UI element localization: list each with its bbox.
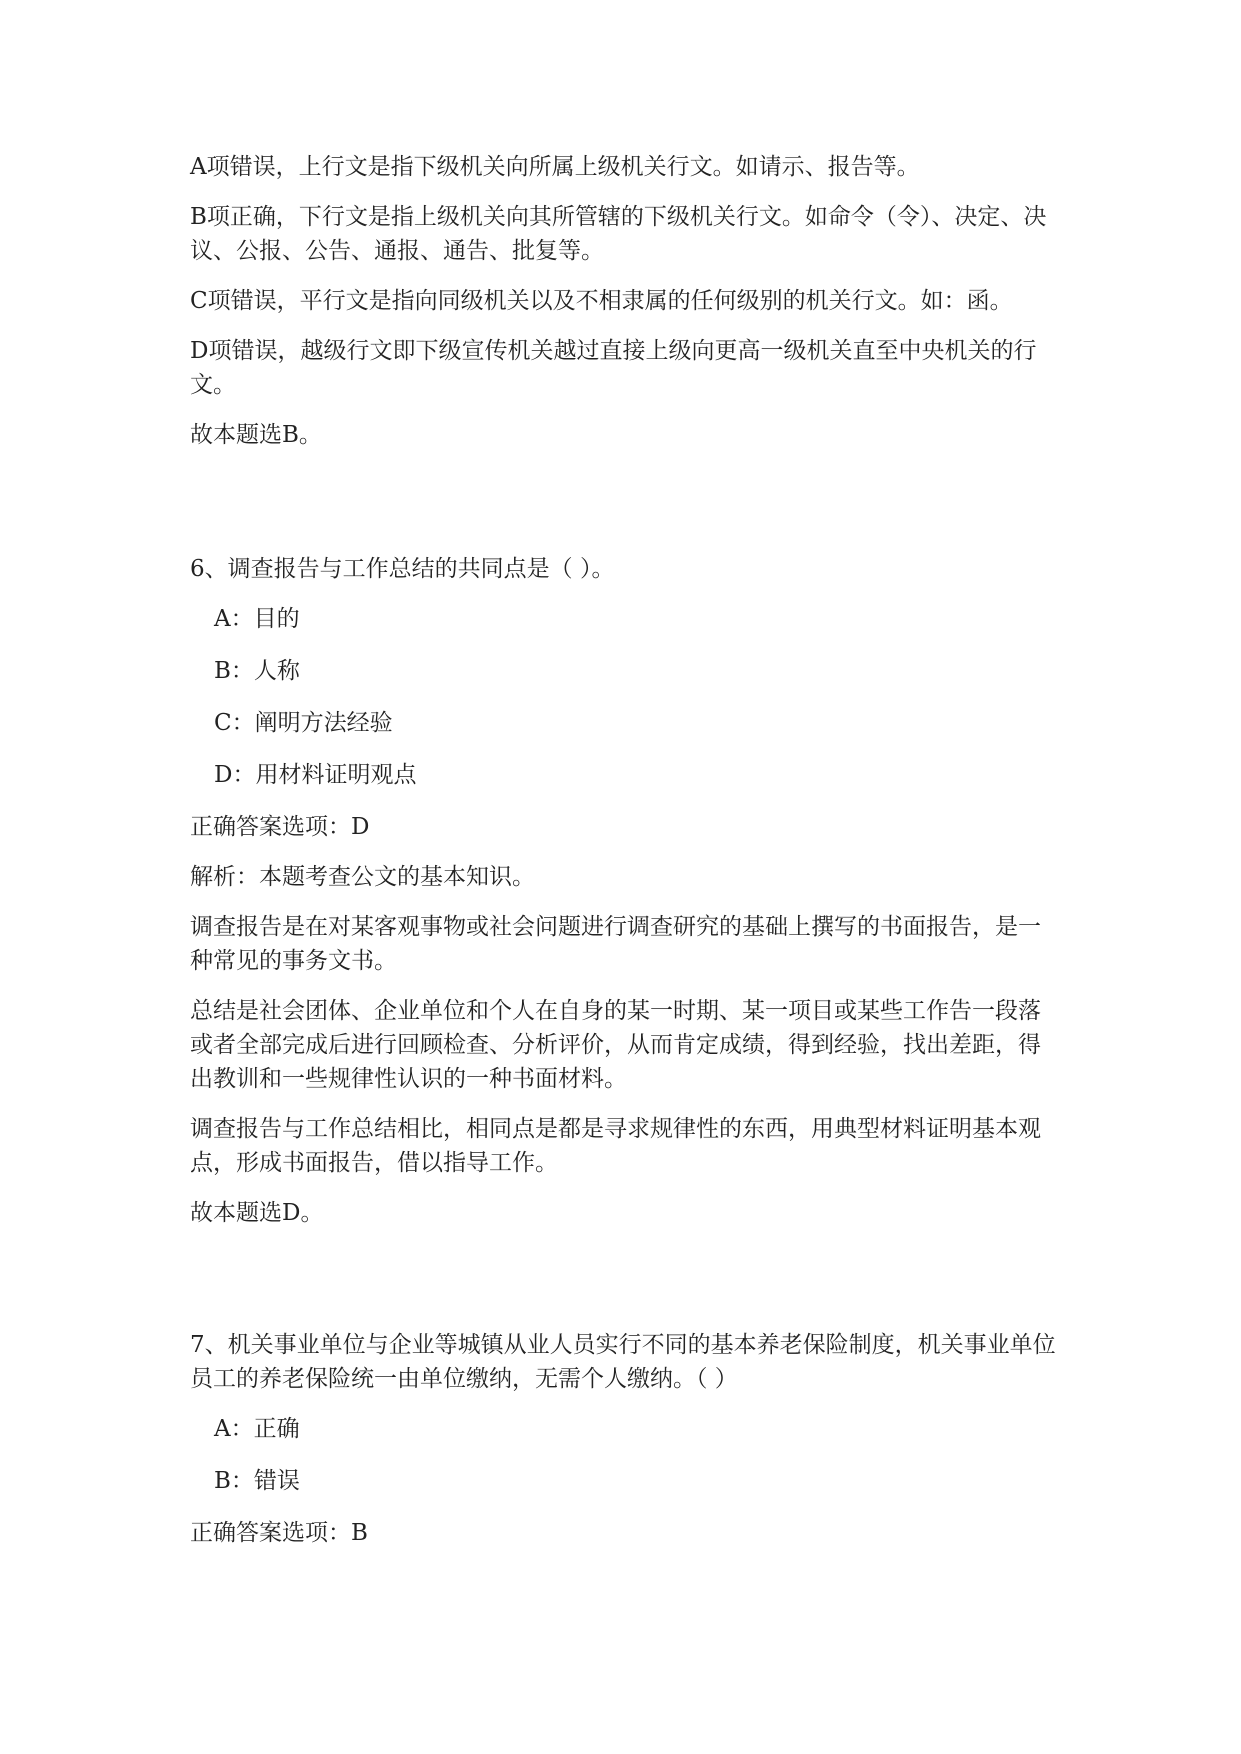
section-spacer [190, 468, 1056, 552]
option-d: D：用材料证明观点 [214, 762, 417, 788]
option-c: C：阐明方法经验 [214, 710, 393, 736]
option-b: B：人称 [214, 658, 300, 684]
analysis-heading: 解析：本题考查公文的基本知识。 [190, 864, 535, 890]
explanation-paragraph: D项错误，越级行文即下级宣传机关越过直接上级向更高一级机关直至中央机关的行文。 [190, 338, 1037, 398]
explanation-paragraph: B项正确，下行文是指上级机关向其所管辖的下级机关行文。如命令（令）、决定、决议、公报、公告、通报、通告、批复等。 [190, 204, 1047, 264]
option-b: B：错误 [214, 1468, 300, 1494]
correct-answer: 正确答案选项：B [190, 1520, 368, 1546]
question-7 [190, 1328, 1056, 1550]
option-a: A：目的 [214, 606, 300, 632]
question-stem: 7、机关事业单位与企业等城镇从业人员实行不同的基本养老保险制度，机关事业单位员工的养老保险统一由单位缴纳，无需个人缴纳。（ ） [190, 1332, 1056, 1392]
analysis-paragraph: 调查报告是在对某客观事物或社会问题进行调查研究的基础上撰写的书面报告，是一种常见的事务文书。 [190, 914, 1041, 974]
explanation-paragraph: A项错误，上行文是指下级机关向所属上级机关行文。如请示、报告等。 [190, 154, 920, 180]
question-6 [190, 552, 1056, 1230]
analysis-paragraph: 总结是社会团体、企业单位和个人在自身的某一时期、某一项目或某些工作告一段落或者全部完成后进行回顾检查、分析评价，从而肯定成绩，得到经验，找出差距，得出教训和一些规律性认识的一种书面材料。 [190, 998, 1041, 1092]
conclusion-text: 故本题选D。 [190, 1200, 324, 1226]
option-a: A：正确 [214, 1416, 300, 1442]
analysis-paragraph: 调查报告与工作总结相比，相同点是都是寻求规律性的东西，用典型材料证明基本观点，形成书面报告，借以指导工作。 [190, 1116, 1041, 1176]
explanation-section-5 [190, 150, 1056, 452]
conclusion-text: 故本题选B。 [190, 422, 322, 448]
section-spacer [190, 1246, 1056, 1328]
correct-answer: 正确答案选项：D [190, 814, 370, 840]
document-page [190, 150, 1056, 1566]
explanation-paragraph: C项错误，平行文是指向同级机关以及不相隶属的任何级别的机关行文。如：函。 [190, 288, 1013, 314]
question-stem: 6、调查报告与工作总结的共同点是（ ）。 [190, 556, 615, 582]
